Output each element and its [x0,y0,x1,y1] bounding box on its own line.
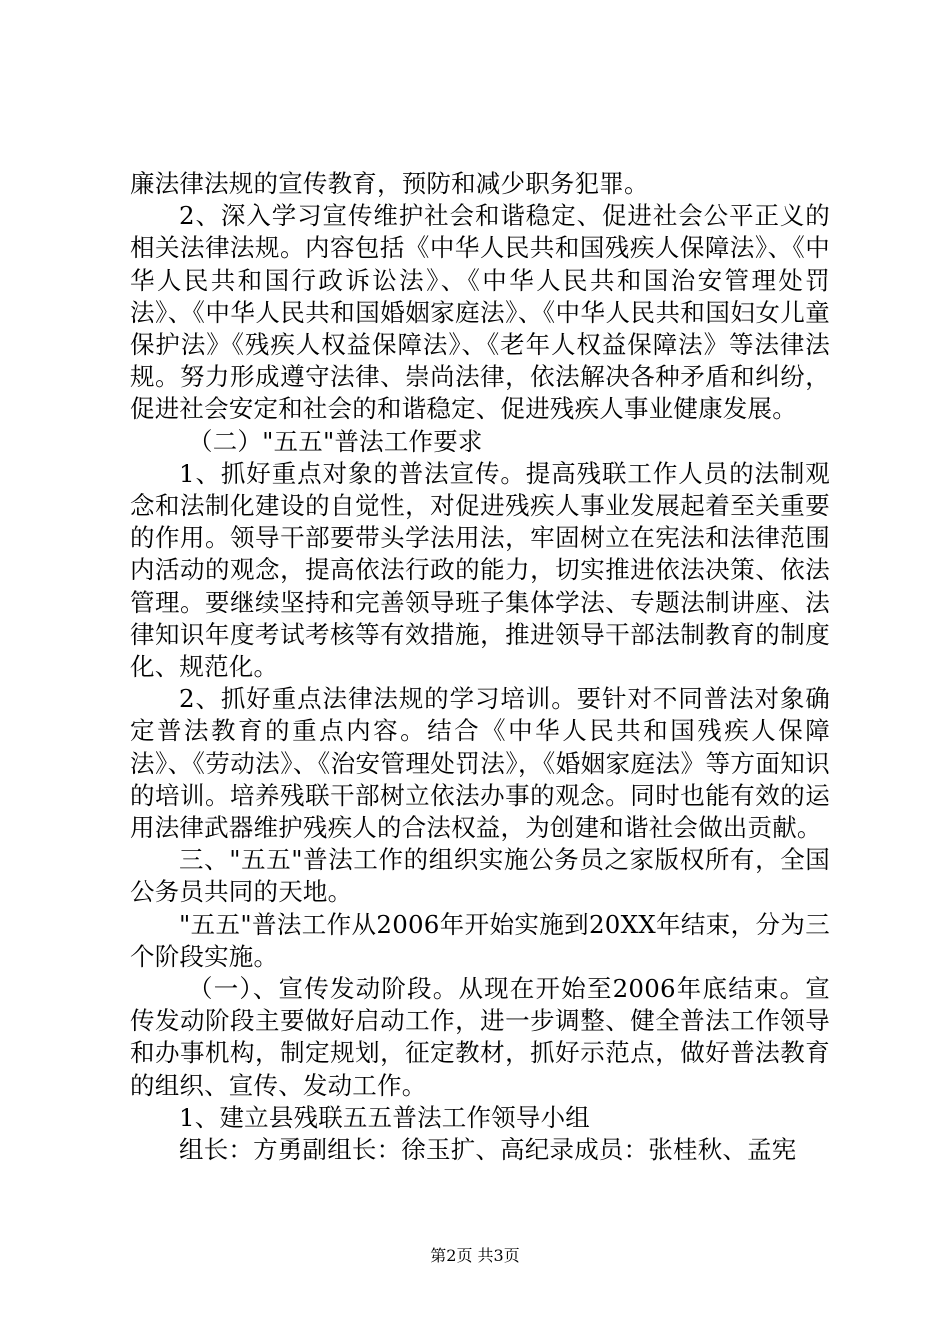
paragraph-1: 廉法律法规的宣传教育，预防和减少职务犯罪。 [130,169,649,198]
paragraph-7: "五五"普法工作从2006年开始实施到20XX年结束，分为三个阶段实施。 [130,909,830,971]
paragraph-2: 2、深入学习宣传维护社会和谐稳定、促进社会公平正义的相关法律法规。内容包括《中华人民共和国残疾人保障法》、《中华人民共和国行政诉讼法》、《中华人民共和国治安管理处罚法》、《中华人民共和国婚姻家庭法》、《中华人民共和国妇女儿童保护法》《残疾人权益保障法》、《老年人权益保障法》等法律法规。努力形成遵守法律、崇尚法律，依法解决各种矛盾和纠纷，促进社会安定和社会的和谐稳定、促进残疾人事业健康发展。 [130,201,830,424]
paragraph-10: 组长：方勇副组长：徐玉扩、高纪录成员：张桂秋、孟宪 [179,1135,797,1165]
page-footer: 第2页 共3页 [430,1246,520,1265]
paragraph-5: 2、抓好重点法律法规的学习培训。要针对不同普法对象确定普法教育的重点内容。结合《中华人民共和国残疾人保障法》、《劳动法》、《治安管理处罚法》，《婚姻家庭法》等方面知识的培训。培养残联干部树立依法办事的观念。同时也能有效的运用法律武器维护残疾人的合法权益，为创建和谐社会做出贡献。 [130,684,830,843]
document-body [130,168,830,1166]
paragraph-4: 1、抓好重点对象的普法宣传。提高残联工作人员的法制观念和法制化建设的自觉性，对促进残疾人事业发展起着至关重要的作用。领导干部要带头学法用法，牢固树立在宪法和法律范围内活动的观念，提高依法行政的能力，切实推进依法决策、依法管理。要继续坚持和完善领导班子集体学法、专题法制讲座、法律知识年度考试考核等有效措施，推进领导干部法制教育的制度化、规范化。 [130,458,830,682]
section-heading-implementation: 三、"五五"普法工作的组织实施公务员之家版权所有，全国公务员共同的天地。 [130,845,830,907]
section-heading-requirements: （二）"五五"普法工作要求 [188,426,483,456]
paragraph-8: （一）、宣传发动阶段。从现在开始至2006年底结束。宣传发动阶段主要做好启动工作，进一步调整、健全普法工作领导和办事机构，制定规划，征定教材，抓好示范点，做好普法教育的组织、宣传、发动工作。 [130,974,830,1100]
paragraph-9: 1、建立县残联五五普法工作领导小组 [179,1102,590,1132]
